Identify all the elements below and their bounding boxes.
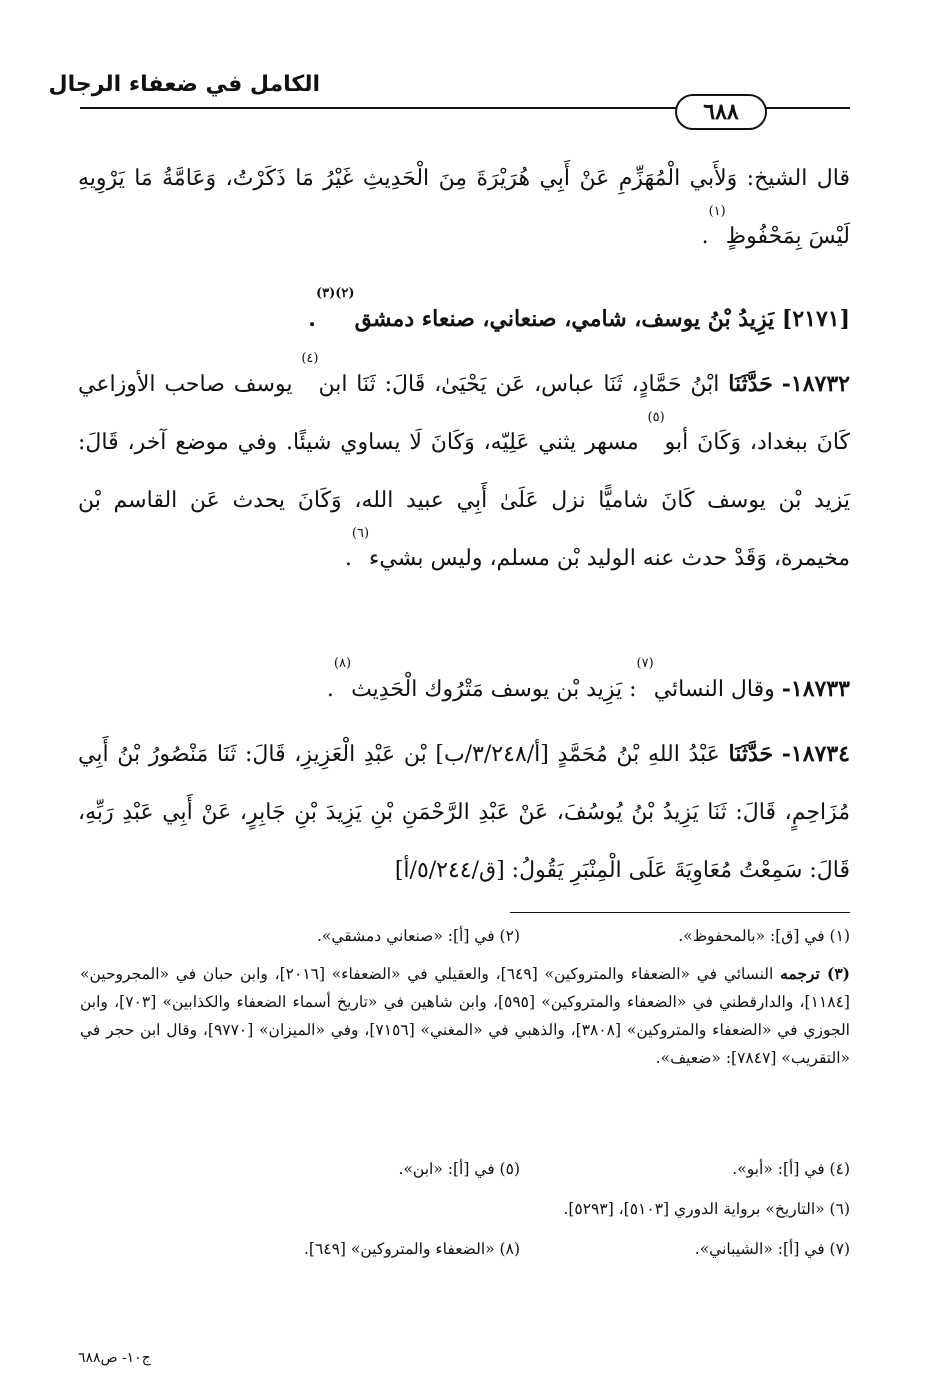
- narration-text: يوسف صاحب الأوزاعي كَانَ ببغداد، وَكَانَ أبو: [78, 372, 851, 455]
- paragraph-text: قال الشيخ: وَلأَبي الْمُهَزِّمِ عَنْ أَبِي هُرَيْرَةَ مِنَ الْحَدِيثِ غَيْرُ مَا ذَكَرْتُ، وَعَامَّةُ مَا يَرْوِيهِ لَيْسَ بِمَحْفُوظٍ: [78, 166, 850, 249]
- narration-number: ١٨٧٣٤-: [781, 741, 850, 767]
- footnote-ref: (٧): [636, 656, 654, 671]
- narration-text: : يَزِيد بْن يوسف مَتْرُوك الْحَدِيث: [351, 677, 637, 702]
- footnote-ref: (٤): [301, 351, 319, 366]
- narration-number: ١٨٧٣٣-: [781, 676, 850, 702]
- footnote-1: (١) في [ق]: «بالمحفوظ».: [678, 927, 850, 945]
- entry-number: [٢١٧١]: [781, 306, 850, 332]
- paragraph-shaykh-statement: قال الشيخ: وَلأَبي الْمُهَزِّمِ عَنْ أَبِي هُرَيْرَةَ مِنَ الْحَدِيثِ غَيْرُ مَا ذَكَرْتُ، وَعَامَّةُ مَا يَرْوِيهِ لَيْسَ بِمَحْفُوظٍ$^{(١)}$.: [78, 166, 850, 249]
- footnote-3: [80, 960, 850, 1072]
- footnote-ref: (٥): [647, 410, 665, 425]
- footnote-row-7-8: [80, 1235, 850, 1263]
- narration-text: وقال النسائي: [653, 677, 775, 702]
- footnote-ref: (٨): [333, 656, 352, 671]
- footnote-5: (٥) في [أ]: «ابن».: [398, 1160, 520, 1178]
- narration-lead: حَدَّثَنَا: [728, 371, 773, 397]
- footnote-ref: (٢)(٣): [315, 286, 355, 301]
- narration-18732: ١٨٧٣٢- حَدَّثَنَا ابْنُ حَمَّادٍ، ثَنَا عباس، عَن يَحْيَىٰ، قَالَ: ثَنَا ابن$^{(٤)}$ يوسف صاحب الأوزاعي كَانَ ببغداد، وَكَانَ أبو$^{(٥)}$ مسهر يثني عَلِيّه، وَكَانَ لَا يساوي شيئًا. وفي موضع آخر، قَالَ: يَزيد بْن يوسف كَانَ شاميًّا نزل عَلَىٰ أَبِي عبيد الله، وَكَانَ يحدث عَن القاسم بْن مخيمرة، وَقَدْ حدث عنه الوليد بْن مسلم، وليس بشيء$^{(٦)}$.: [78, 351, 851, 571]
- footnote-4: (٤) في [أ]: «أبو».: [732, 1160, 850, 1178]
- running-header-title: الكامل في ضعفاء الرجال: [48, 72, 320, 97]
- narration-text: ابْنُ حَمَّادٍ، ثَنَا عباس، عَن يَحْيَىٰ، قَالَ: ثَنَا ابن: [318, 372, 720, 397]
- footnote-text: النسائي في «الضعفاء والمتروكين» [٦٤٩]، والعقيلي في «الضعفاء» [٢٠١٦]، وابن حبان في «المجروحين» [١١٨٤]، والدارقطني في «الضعفاء والمتروكين» [٥٩٥]، وابن شاهين في «تاريخ أسماء الضعفاء والكذابين» [٧٠٣]، وابن الجوزي في «الضعفاء والمتروكين» [٣٨٠٨]، والذهبي في «المغني» [٧١٥٦]، وفي «الميزان» [٩٧٧٠]، وقال ابن حجر في «التقريب» [٧٨٤٧]: «ضعيف».: [80, 965, 850, 1067]
- narration-18733: ١٨٧٣٣- وقال النسائي$^{(٧)}$: يَزِيد بْن يوسف مَتْرُوك الْحَدِيث$^{(٨)}$.: [326, 656, 850, 702]
- footnote-6: (٦) «التاريخ» برواية الدوري [٥١٠٣]، [٥٢٩٣].: [563, 1200, 850, 1218]
- narration-18734: [78, 725, 850, 900]
- footnote-8: (٨) «الضعفاء والمتروكين» [٦٤٩].: [303, 1240, 520, 1258]
- narration-number: ١٨٧٣٢-: [781, 371, 850, 397]
- page-number-badge: ٦٨٨: [675, 94, 767, 130]
- entry-name: يَزِيدُ بْنُ يوسف، شامي، صنعاني، صنعاء دمشق: [354, 306, 775, 332]
- narration-text: مسهر يثني عَلِيّه، وَكَانَ لَا يساوي شيئًا. وفي موضع آخر، قَالَ: يَزيد بْن يوسف كَانَ شاميًّا نزل عَلَىٰ أَبِي عبيد الله، وَكَانَ يحدث عَن القاسم بْن مخيمرة، وَقَدْ حدث عنه الوليد بْن مسلم، وليس بشيء: [78, 430, 850, 571]
- narration-text: عَبْدُ اللهِ بْنُ مُحَمَّدٍ [أ/٣/٢٤٨/ب] بْن عَبْدِ الْعَزِيزِ، قَالَ: ثَنَا مَنْصُورُ بْنُ أَبِي مُزَاحِمٍ، قَالَ: ثَنَا يَزِيدُ بْنُ يُوسُفَ، عَنْ عَبْدِ الرَّحْمَنِ بْنِ يَزِيدَ بْنِ جَابِرٍ، عَنْ أَبِي عَبْدِ رَبِّهِ، قَالَ: سَمِعْتُ مُعَاوِيَةَ عَلَى الْمِنْبَرِ يَقُولُ: [ق/٥/٢٤٤/أ]: [78, 742, 850, 883]
- footnote-lead: (٣) ترجمه: [780, 964, 851, 983]
- footnote-separator: [510, 912, 850, 913]
- entry-heading: [٢١٧١] يَزِيدُ بْنُ يوسف، شامي، صنعاني، صنعاء دمشق$^{(٢)(٣)}$.: [308, 286, 850, 332]
- footnote-2: (٢) في [أ]: «صنعاني دمشقي».: [316, 927, 520, 945]
- footnote-row-1-2: [80, 922, 850, 950]
- page-footer-reference: ج١٠- ص٦٨٨: [78, 1350, 151, 1366]
- footnote-ref: (٦): [351, 526, 370, 541]
- footnote-ref: (١): [708, 204, 726, 219]
- narration-lead: حَدَّثَنَا: [728, 741, 774, 767]
- footnote-7: (٧) في [أ]: «الشيباني».: [694, 1240, 850, 1258]
- footnote-row-4-5: [80, 1155, 850, 1183]
